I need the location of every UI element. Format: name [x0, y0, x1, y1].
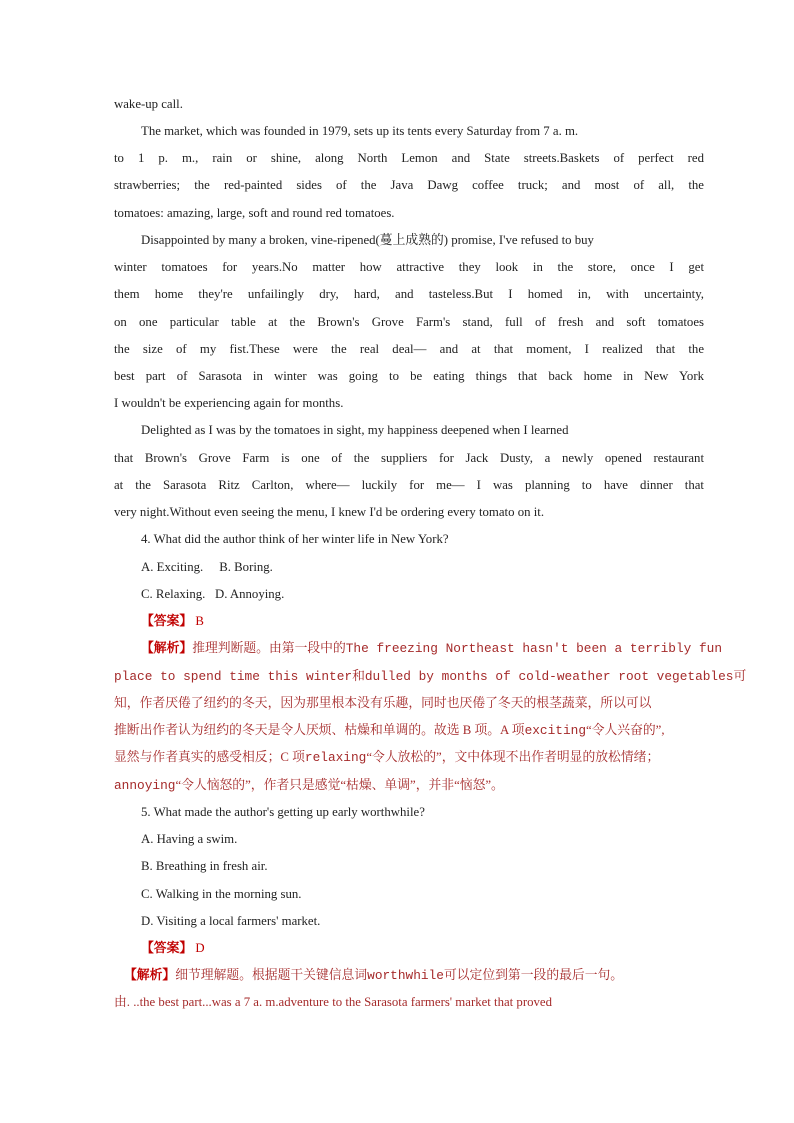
analysis-text: “令人放松的”，文中体现不出作者明显的放松情绪； [366, 750, 660, 764]
answer-value: B [195, 614, 204, 628]
analysis-quote: dulled by months of cold-weather root vegetables [364, 669, 734, 684]
analysis-text: 可以定位到第一段的最后一句。 [443, 968, 624, 982]
analysis-quote: annoying [114, 778, 176, 793]
analysis-tag: 【解析】 [124, 968, 176, 982]
analysis-text: 推理判断题。由第一段中的 [192, 641, 346, 655]
passage-line: best part of Sarasota in winter was going to be eating things that back home in New York [114, 369, 704, 383]
option-b: B. Breathing in fresh air. [141, 859, 268, 873]
analysis-line [114, 777, 504, 794]
analysis-text: 可 [733, 669, 747, 683]
analysis-line [124, 967, 623, 984]
analysis-quote: The freezing Northeast hasn't been a terribly fun [345, 641, 723, 656]
passage-line: on one particular table at the Brown's Grove Farm's stand, full of fresh and soft tomatoes [114, 315, 704, 329]
option-c: C. Relaxing. [141, 587, 206, 601]
answer-tag: 【答案】 [141, 941, 193, 955]
analysis-text: 显然与作者真实的感受相反；C 项 [114, 750, 305, 764]
question-5: 5. What made the author's getting up early worthwhile? [141, 805, 425, 819]
analysis-line [114, 668, 746, 685]
passage-line: I wouldn't be experiencing again for months. [114, 396, 344, 410]
option-c: C. Walking in the morning sun. [141, 887, 302, 901]
analysis-text: 和 [352, 669, 365, 683]
answer-value: D [195, 941, 205, 955]
option-d: D. Visiting a local farmers' market. [141, 914, 321, 928]
analysis-line [141, 640, 722, 657]
passage-line: Delighted as I was by the tomatoes in sight, my happiness deepened when I learned [141, 423, 569, 437]
answer-tag: 【答案】 [141, 614, 193, 628]
passage-line: Disappointed by many a broken, vine-ripened(蔓上成熟的) promise, I've refused to buy [141, 233, 594, 247]
passage-line: very night.Without even seeing the menu, I knew I'd be ordering every tomato on it. [114, 505, 545, 519]
analysis-quote: relaxing [304, 750, 367, 765]
analysis-text: “令人恼怒的”，作者只是感觉“枯燥、单调”，并非“恼怒”。 [175, 778, 504, 792]
analysis-line [114, 994, 552, 1010]
passage-line: that Brown's Grove Farm is one of the suppliers for Jack Dusty, a newly opened restaurant [114, 451, 704, 465]
analysis-quote: worthwhile [367, 968, 444, 983]
passage-line: them home they're unfailingly dry, hard, and tasteless.But I homed in, with uncertainty, [114, 287, 704, 301]
analysis-quote: place to spend time this winter [114, 669, 353, 684]
analysis-quote: exciting [524, 723, 587, 738]
passage-line: the size of my fist.These were the real deal— and at that moment, I realized that the [114, 342, 704, 356]
passage-line: tomatoes: amazing, large, soft and round red tomatoes. [114, 206, 395, 220]
option-b: B. Boring. [219, 560, 273, 574]
option-a: A. Exciting. [141, 560, 204, 574]
analysis-text: 由 [114, 995, 127, 1009]
analysis-text: 细节理解题。根据题干关键信息词 [175, 968, 368, 982]
passage-line: The market, which was founded in 1979, sets up its tents every Saturday from 7 a. m. [141, 124, 579, 138]
passage-line: wake-up call. [114, 97, 183, 111]
analysis-line: 知，作者厌倦了纽约的冬天，因为那里根本没有乐趣，同时也厌倦了冬天的根茎蔬菜，所以可以 [114, 696, 652, 710]
analysis-line [114, 749, 659, 766]
answer-line [141, 940, 205, 956]
question-4-options-row-2 [141, 586, 284, 602]
analysis-tag: 【解析】 [141, 641, 193, 655]
analysis-quote: . ..the best part...was a 7 a. m.adventure to the Sarasota farmers' market that proved [126, 995, 552, 1009]
analysis-text: “令人兴奋的”, [586, 723, 665, 737]
question-4: 4. What did the author think of her winter life in New York? [141, 532, 449, 546]
answer-line [141, 613, 204, 629]
passage-line: at the Sarasota Ritz Carlton, where— luckily for me— I was planning to have dinner that [114, 478, 704, 492]
option-d: D. Annoying. [214, 587, 285, 601]
analysis-text: 推断出作者认为纽约的冬天是令人厌烦、枯燥和单调的。故选 B 项。A 项 [114, 723, 525, 737]
option-a: A. Having a swim. [141, 832, 238, 846]
analysis-line [114, 722, 665, 739]
passage-line: to 1 p. m., rain or shine, along North Lemon and State streets.Baskets of perfect red [114, 151, 704, 165]
passage-line: winter tomatoes for years.No matter how attractive they look in the store, once I get [114, 260, 704, 274]
question-4-options-row-1 [141, 559, 273, 575]
passage-line: strawberries; the red-painted sides of the Java Dawg coffee truck; and most of all, the [114, 178, 704, 192]
